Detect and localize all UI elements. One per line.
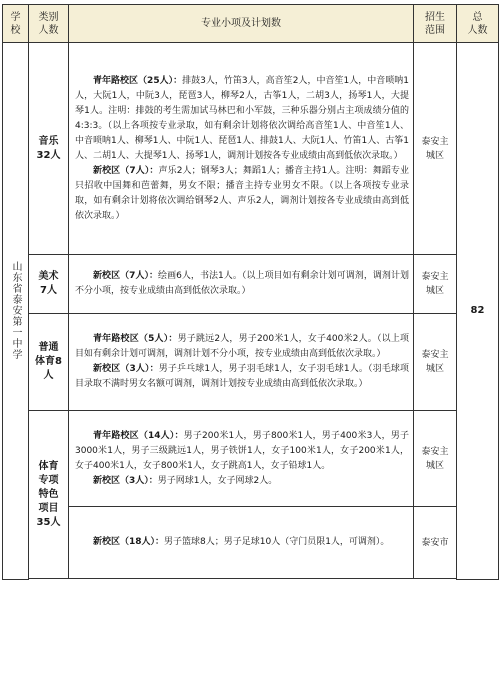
range-cell: 泰安主 城区 xyxy=(414,314,457,411)
plan-paragraph: 新校区（7人）：绘画6人，书法1人。（以上项目如有剩余计划可调剂，调剂计划不分小项，按专业成绩由高到低依次录取。） xyxy=(75,271,409,296)
total-count: 82 xyxy=(457,43,499,580)
header-total: 总 人数 xyxy=(457,5,499,43)
plan-cell xyxy=(69,507,414,579)
plan-cell xyxy=(69,411,414,507)
header-school: 学 校 xyxy=(3,5,29,43)
plan-paragraph: 青年路校区（14人）：男子200米1人，男子800米1人，男子400米3人，男子3000米1人，男子三级跳远1人，男子铁饼1人，女子100米1人，女子200米1人，女子400米1人，女子800米1人，女子跳高1人，女子铅球1人。 xyxy=(75,430,409,471)
table-row xyxy=(3,314,499,411)
plan-cell xyxy=(69,314,414,411)
range-cell: 泰安主 城区 xyxy=(414,43,457,255)
plan-cell xyxy=(69,43,414,255)
header-range: 招生 范围 xyxy=(414,5,457,43)
table-row xyxy=(3,43,499,255)
school-name-cell xyxy=(3,43,29,580)
plan-paragraph: 新校区（3人）：男子网球1人，女子网球2人。 xyxy=(93,475,278,486)
plan-paragraph: 新校区（7人）：声乐2人；钢琴3人；舞蹈1人；播音主持1人。注明：舞蹈专业只招收中国舞和芭蕾舞，男女不限；播音主持专业男女不限。（以上各项按专业录取，如有剩余计划将依次调给钢琴2人、声乐2人，调剂计划按各专业成绩由高到低依次录取。） xyxy=(75,165,410,221)
category-cell: 体育 专项 特色 项目 35人 xyxy=(29,411,69,579)
table-row xyxy=(3,411,499,507)
range-cell: 泰安市 xyxy=(414,507,457,579)
category-cell: 音乐 32人 xyxy=(29,43,69,255)
category-cell: 普通 体育8 人 xyxy=(29,314,69,411)
range-cell: 泰安主 城区 xyxy=(414,255,457,314)
table-row xyxy=(3,507,499,579)
range-cell: 泰安主 城区 xyxy=(414,411,457,507)
header-plan: 专业小项及计划数 xyxy=(69,5,414,43)
admission-plan-table xyxy=(2,4,499,580)
header-row xyxy=(3,5,499,43)
plan-paragraph: 新校区（3人）：男子乒乓球1人，男子羽毛球1人，女子羽毛球1人。（羽毛球项目录取不满时男女名额可调剂，调剂计划按专业成绩由高到低依次录取。） xyxy=(75,364,409,389)
header-category: 类别 人数 xyxy=(29,5,69,43)
plan-cell xyxy=(69,255,414,314)
school-name: 山东省泰安第一中学 xyxy=(10,261,21,361)
category-cell: 美术 7人 xyxy=(29,255,69,314)
table-row xyxy=(3,255,499,314)
plan-paragraph: 青年路校区（25人）：排鼓3人，竹笛3人，高音笙2人，中音笙1人，中音唢呐1人，大阮1人，中阮3人，琵琶3人，柳琴2人，古筝1人，二胡3人，扬琴1人，大提琴1人。注明：排鼓的考生需加试马林巴和小军鼓，三种乐器分别占主项成绩分值的4:3:3。（以上各项按专业录取，如有剩余计划将依次调给高音笙1人、中音笙1人、中音唢呐1人、柳琴1人、中阮1人、琵琶1人、排鼓1人、大阮1人、竹笛1人、古筝1人、二胡1人、大提琴1人、扬琴1人，调剂计划按各专业成绩由高到低依次录取。） xyxy=(75,75,409,161)
plan-paragraph: 新校区（18人）：男子篮球8人；男子足球10人（守门员限1人，可调剂）。 xyxy=(93,537,390,547)
plan-paragraph: 青年路校区（5人）：男子跳远2人，男子200米1人，女子400米2人。（以上项目如有剩余计划可调剂，调剂计划不分小项，按专业成绩由高到低依次录取。） xyxy=(75,334,409,359)
